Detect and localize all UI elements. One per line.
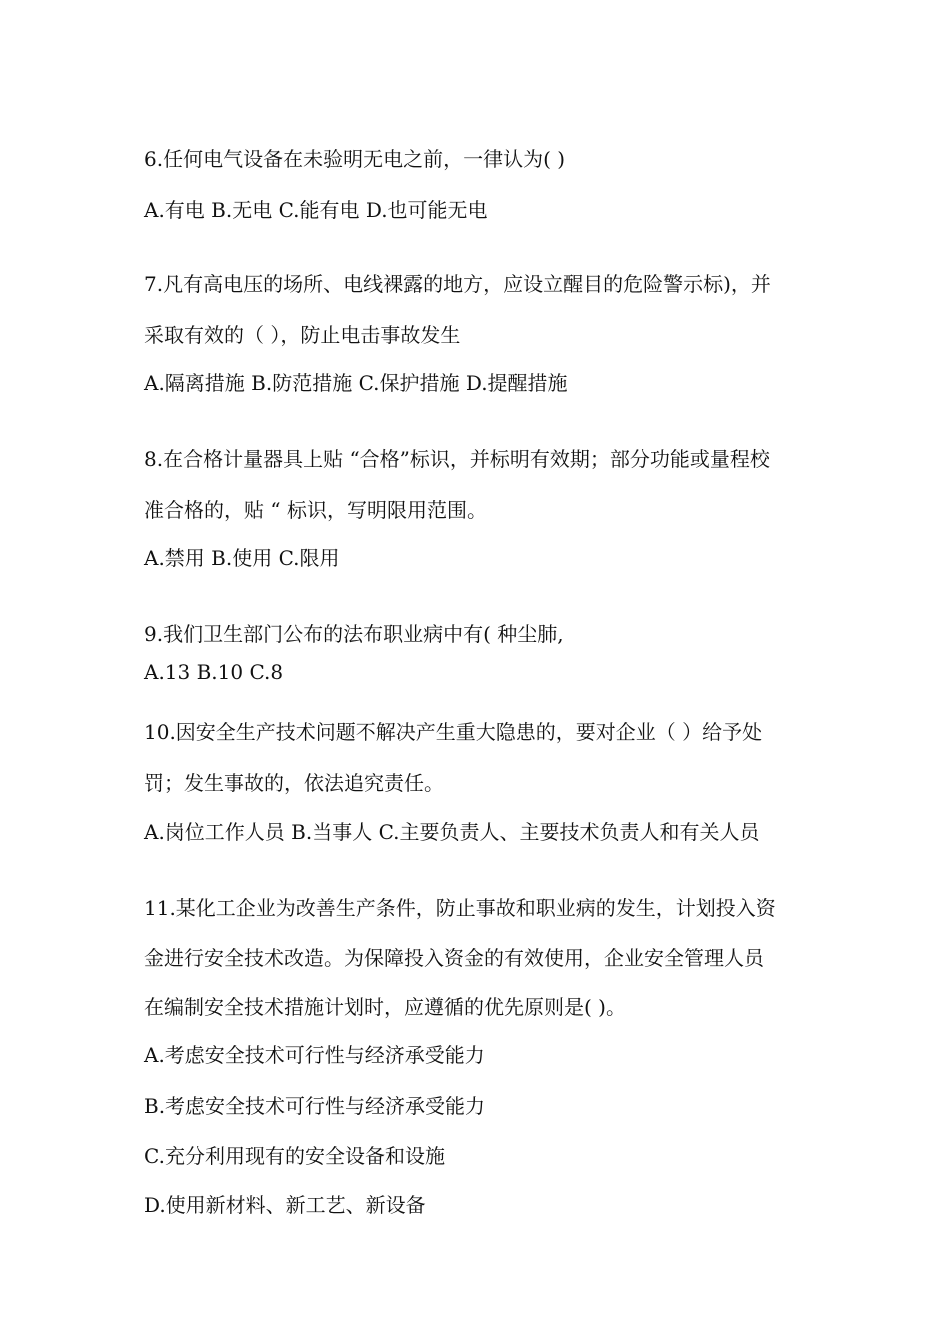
question-7-stem-line-2: 采取有效的（ ），防止电击事故发生 (144, 323, 461, 347)
question-11-option-b: B.考虑安全技术可行性与经济承受能力 (144, 1094, 486, 1118)
question-10-stem-line-1: 10.因安全生产技术问题不解决产生重大隐患的，要对企业（ ）给予处 (144, 720, 763, 744)
question-6-stem-line-1: 6.任何电气设备在未验明无电之前，一律认为( ) (144, 147, 566, 171)
question-11-stem-line-1: 11.某化工企业为改善生产条件，防止事故和职业病的发生，计划投入资 (144, 896, 776, 920)
question-9-options: A.13 B.10 C.8 (144, 660, 284, 684)
question-8-stem-line-1: 8.在合格计量器具上贴 “合格”标识，并标明有效期；部分功能或量程校 (144, 447, 770, 471)
question-6-options: A.有电 B.无电 C.能有电 D.也可能无电 (144, 198, 488, 222)
question-11-stem-line-3: 在编制安全技术措施计划时，应遵循的优先原则是( )。 (144, 995, 626, 1019)
question-9-stem-line-1: 9.我们卫生部门公布的法布职业病中有( 种尘肺, (144, 622, 564, 646)
question-11-option-c: C.充分利用现有的安全设备和设施 (144, 1144, 445, 1168)
question-7-options: A.隔离措施 B.防范措施 C.保护措施 D.提醒措施 (144, 371, 568, 395)
question-11-option-d: D.使用新材料、新工艺、新设备 (144, 1193, 426, 1217)
question-7-stem-line-1: 7.凡有高电压的场所、电线裸露的地方，应设立醒目的危险警示标)，并 (144, 272, 771, 296)
question-10-stem-line-2: 罚；发生事故的，依法追究责任。 (144, 771, 444, 795)
question-11-stem-line-2: 金进行安全技术改造。为保障投入资金的有效使用，企业安全管理人员 (144, 946, 764, 970)
question-10-options: A.岗位工作人员 B.当事人 C.主要负责人、主要技术负责人和有关人员 (144, 820, 760, 844)
question-8-options: A.禁用 B.使用 C.限用 (144, 546, 340, 570)
question-8-stem-line-2: 准合格的，贴 “ 标识，写明限用范围。 (144, 498, 487, 522)
question-11-option-a: A.考虑安全技术可行性与经济承受能力 (144, 1043, 485, 1067)
